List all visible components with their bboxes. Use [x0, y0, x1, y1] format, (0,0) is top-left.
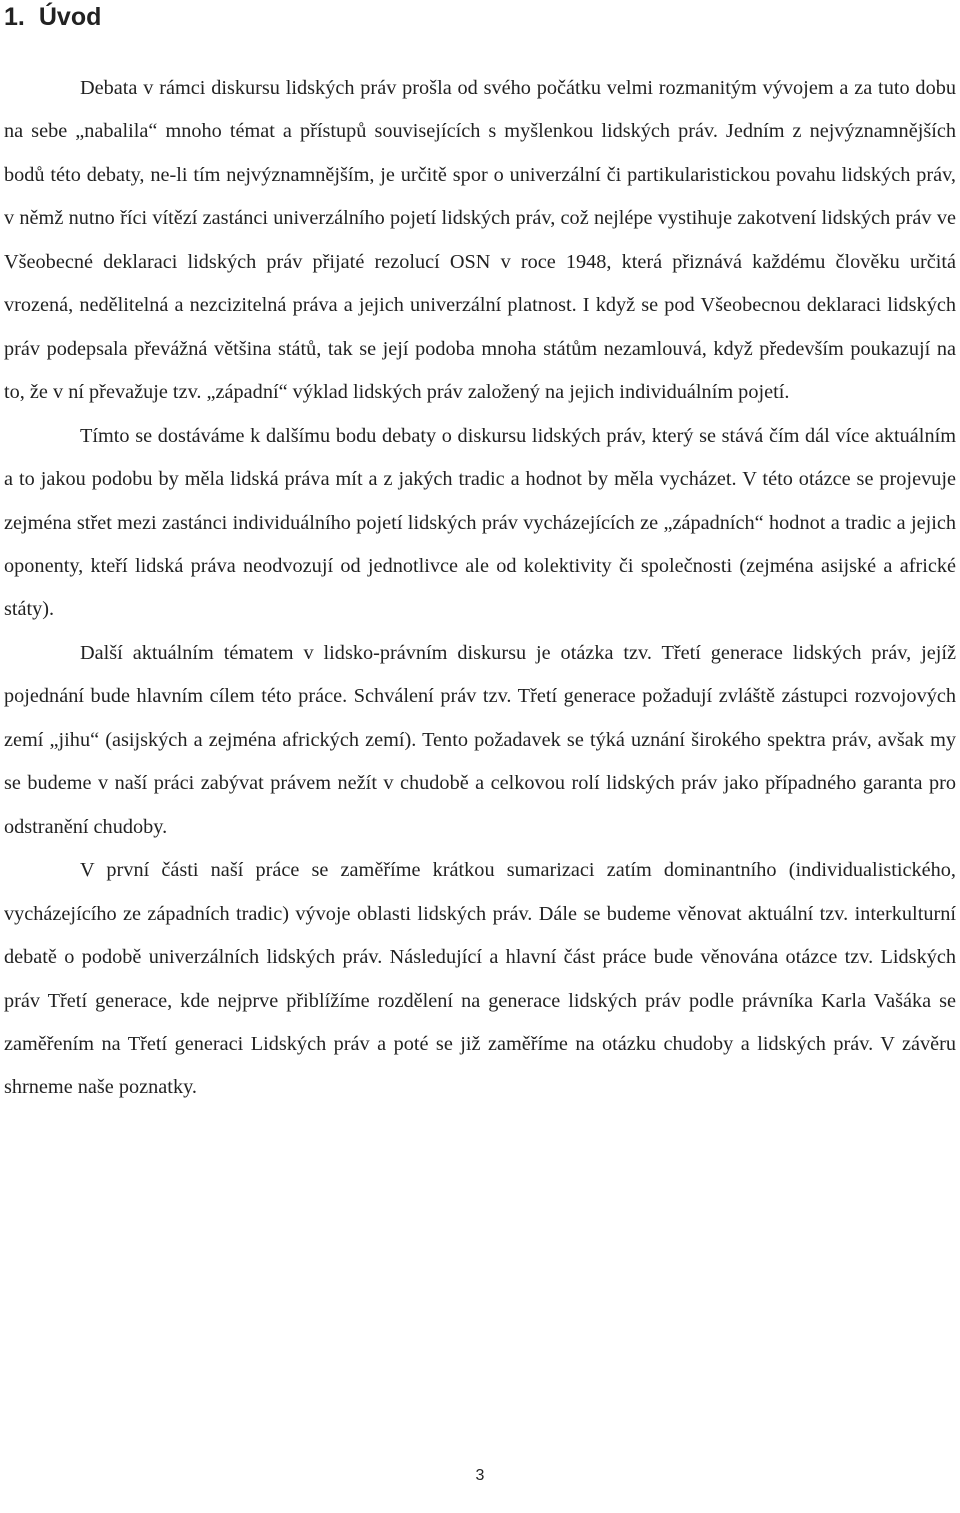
paragraph-1: Debata v rámci diskursu lidských práv prošla od svého počátku velmi rozmanitým vývojem a za tuto dobu na sebe „nabalila“ mnoho témat a přístupů souvisejících s myšlenkou lidských práv. Jedním z nejvýznamnějších bodů této debaty, ne-li tím nejvýznamnějším, je určitě spor o univerzální či partikularistickou povahu lidských práv, v němž nutno říci vítězí zastánci univerzálního pojetí lidských práv, což nejlépe vystihuje zakotvení lidských práv ve Všeobecné deklaraci lidských práv přijaté rezolucí OSN v roce 1948, která přiznává každému člověku určitá vrozená, nedělitelná a nezcizitelná práva a jejich univerzální platnost. I když se pod Všeobecnou deklaraci lidských práv podepsala převážná většina států, tak se její podoba mnoha státům nezamlouvá, když především poukazují na to, že v ní převažuje tzv. „západní“ výklad lidských práv založený na jejich individuálním pojetí.	[4, 77, 956, 404]
section-title: Úvod	[38, 3, 102, 31]
paragraph-4: V první části naší práce se zaměříme krátkou sumarizaci zatím dominantního (individualistického, vycházejícího ze západních tradic) vývoje oblasti lidských práv. Dále se budeme věnovat aktuální tzv. interkulturní debatě o podobě univerzálních lidských práv. Následující a hlavní část práce bude věnována otázce tzv. Lidských práv Třetí generace, kde nejprve přiblížíme rozdělení na generace lidských práv podle právníka Karla Vašáka se zaměřením na Třetí generaci Lidských práv a poté se již zaměříme na otázku chudoby a lidských práv. V závěru shrneme naše poznatky.	[4, 859, 956, 1099]
section-number: 1.	[4, 3, 25, 31]
paragraph-2: Tímto se dostáváme k dalšímu bodu debaty o diskursu lidských práv, který se stává čím dál více aktuálním a to jakou podobu by měla lidská práva mít a z jakých tradic a hodnot by měla vycházet. V této otázce se projevuje zejména střet mezi zastánci individuálního pojetí lidských práv vycházejících ze „západních“ hodnot a tradic a jejich oponenty, kteří lidská práva neodvozují od jednotlivce ale od kolektivity či společnosti (zejména asijské a africké státy).	[4, 424, 956, 621]
body-text	[4, 67, 956, 1110]
section-heading	[4, 2, 101, 32]
paragraph-3: Další aktuálním tématem v lidsko-právním diskursu je otázka tzv. Třetí generace lidských práv, jejíž pojednání bude hlavním cílem této práce. Schválení práv tzv. Třetí generace požadují zvláště zástupci rozvojových zemí „jihu“ (asijských a zejména afrických zemí). Tento požadavek se týká uznání širokého spektra práv, avšak my se budeme v naší práci zabývat právem nežít v chudobě a celkovou rolí lidských práv jako případného garanta pro odstranění chudoby.	[4, 641, 956, 838]
page-number: 3	[475, 1467, 485, 1484]
